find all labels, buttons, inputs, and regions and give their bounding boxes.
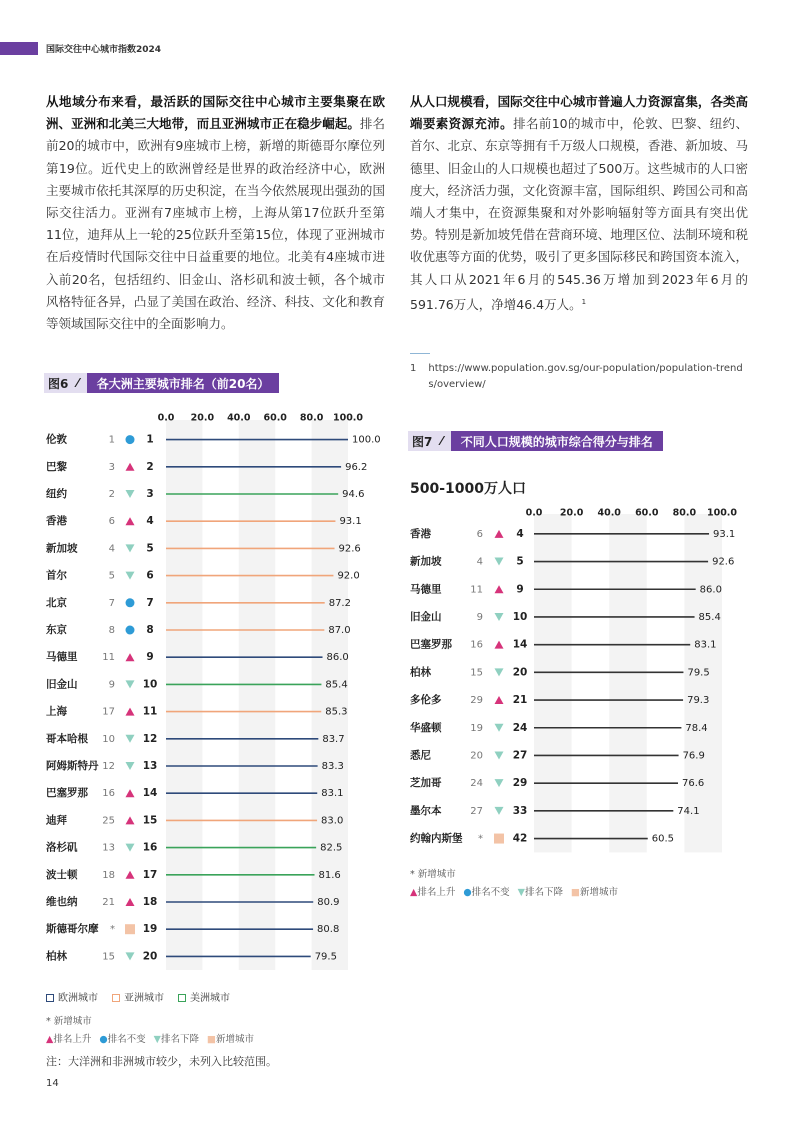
score-label: 60.5 bbox=[651, 833, 675, 845]
city-name: 纽约 bbox=[46, 488, 67, 500]
new-marker-legend: ■新增城市 bbox=[206, 1034, 254, 1045]
previous-rank: 16 bbox=[102, 788, 115, 800]
score-label: 76.6 bbox=[682, 778, 705, 790]
fig7-title: 不同人口规模的城市综合得分与排名 bbox=[451, 431, 663, 451]
x-tick-label: 100.0 bbox=[706, 507, 738, 519]
rank-up-icon bbox=[126, 871, 135, 879]
current-rank: 24 bbox=[512, 721, 528, 734]
city-name: 巴塞罗那 bbox=[46, 787, 88, 800]
city-name: 香港 bbox=[410, 527, 431, 540]
score-label: 100.0 bbox=[352, 434, 381, 446]
current-rank: 29 bbox=[512, 777, 528, 790]
city-name: 华盛顿 bbox=[410, 721, 442, 734]
grid-band bbox=[166, 420, 202, 970]
city-name: 巴塞罗那 bbox=[410, 638, 452, 651]
x-tick-label: 40.0 bbox=[597, 507, 621, 519]
score-label: 94.6 bbox=[342, 489, 365, 500]
previous-rank: 18 bbox=[102, 869, 115, 881]
footnote-ref: 1 bbox=[581, 297, 587, 306]
previous-rank: 4 bbox=[476, 556, 483, 568]
city-name: 迪拜 bbox=[46, 814, 67, 827]
rank-down-icon bbox=[495, 668, 504, 676]
previous-rank: 17 bbox=[102, 706, 115, 718]
current-rank: 20 bbox=[142, 950, 158, 963]
fig7-number: 图7 ⁄ bbox=[408, 431, 451, 451]
city-name: 柏林 bbox=[410, 666, 431, 679]
current-rank: 33 bbox=[512, 804, 528, 817]
x-tick-label: 80.0 bbox=[672, 507, 697, 519]
previous-rank: 13 bbox=[102, 842, 115, 854]
current-rank: 10 bbox=[512, 610, 528, 623]
new-city-icon bbox=[125, 924, 135, 934]
previous-rank: 7 bbox=[108, 597, 115, 609]
previous-rank: 15 bbox=[102, 951, 115, 963]
previous-rank: * bbox=[110, 924, 115, 936]
city-name: 芝加哥 bbox=[410, 777, 442, 790]
city-name: 马德里 bbox=[410, 583, 442, 596]
rank-down-icon bbox=[126, 544, 135, 552]
down-marker-legend: ▼排名下降 bbox=[517, 887, 563, 898]
score-label: 86.0 bbox=[699, 584, 722, 596]
fig7-new-note: * 新增城市 bbox=[410, 869, 456, 880]
previous-rank: 2 bbox=[108, 489, 115, 500]
score-label: 79.5 bbox=[314, 951, 337, 963]
score-label: 85.4 bbox=[698, 611, 721, 623]
previous-rank: 9 bbox=[476, 611, 483, 623]
grid-band bbox=[534, 514, 572, 852]
previous-rank: 6 bbox=[108, 516, 115, 528]
score-label: 93.1 bbox=[713, 528, 736, 540]
current-rank: 11 bbox=[142, 705, 158, 718]
rank-up-icon bbox=[495, 530, 504, 538]
previous-rank: * bbox=[478, 833, 483, 845]
current-rank: 5 bbox=[146, 542, 154, 555]
x-tick-label: 0.0 bbox=[525, 507, 543, 519]
current-rank: 1 bbox=[146, 433, 154, 446]
score-label: 85.3 bbox=[325, 706, 348, 718]
fig6-title: 各大洲主要城市排名（前20名） bbox=[87, 373, 280, 393]
left-paragraph-body: 排名前20的城市中，欧洲有9座城市上榜，新增的斯德哥尔摩位列第19位。近代史上的欧洲曾经是世界的政治经济中心，欧洲主要城市依托其深厚的历史积淀，在当今依然展现出强劲的国际交往活力。亚洲有7座城市上榜，上海从第17位跃升至第11位，迪拜从上一轮的25位跃升至第15位，体现了亚洲城市在后疫情时代国际交往中日益重要的地位。北美有4座城市进入前20名，包括纽约、旧金山、洛杉矶和波士顿，各个城市风格特征各异，凸显了美国在政治、经济、科技、文化和教育等领域国际交往中的全面影响力。 bbox=[46, 116, 385, 332]
city-name: 马德里 bbox=[46, 651, 78, 664]
current-rank: 6 bbox=[146, 569, 154, 582]
previous-rank: 1 bbox=[108, 434, 115, 446]
city-name: 哥本哈根 bbox=[46, 732, 88, 745]
rank-down-icon bbox=[495, 558, 504, 566]
city-name: 悉尼 bbox=[410, 749, 431, 762]
city-name: 新加坡 bbox=[410, 555, 442, 568]
current-rank: 14 bbox=[512, 638, 528, 651]
score-label: 83.7 bbox=[322, 733, 345, 745]
fig6-new-note: * 新增城市 bbox=[46, 1016, 92, 1027]
city-name: 约翰内斯堡 bbox=[410, 832, 463, 845]
footnote-link[interactable]: https://www.population.gov.sg/our-population/population-trends/overview/ bbox=[428, 363, 743, 390]
city-name: 洛杉矶 bbox=[46, 841, 78, 854]
score-label: 83.1 bbox=[321, 788, 344, 800]
new-city-icon bbox=[494, 834, 504, 844]
score-label: 83.3 bbox=[321, 761, 344, 772]
score-label: 83.1 bbox=[694, 639, 717, 651]
previous-rank: 11 bbox=[470, 584, 483, 596]
current-rank: 27 bbox=[512, 749, 528, 762]
left-paragraph-lead: 从地域分布来看，最活跃的国际交往中心城市主要集聚在欧洲、亚洲和北美三大地带，而且亚洲城市正在稳步崛起。 bbox=[46, 94, 385, 132]
score-label: 86.0 bbox=[326, 652, 349, 664]
current-rank: 12 bbox=[142, 732, 158, 745]
score-label: 83.0 bbox=[321, 815, 344, 827]
score-label: 81.6 bbox=[318, 869, 341, 881]
x-tick-label: 80.0 bbox=[299, 412, 324, 424]
current-rank: 5 bbox=[516, 555, 524, 568]
rank-down-icon bbox=[495, 613, 504, 621]
grid-band bbox=[239, 420, 275, 970]
rank-up-icon bbox=[126, 517, 135, 525]
city-name: 北京 bbox=[46, 596, 67, 609]
previous-rank: 19 bbox=[470, 722, 483, 734]
current-rank: 8 bbox=[146, 624, 154, 636]
previous-rank: 25 bbox=[102, 815, 115, 827]
score-label: 79.5 bbox=[687, 667, 710, 679]
rank-up-icon bbox=[126, 789, 135, 797]
fig7-subtitle: 500-1000万人口 bbox=[410, 481, 526, 497]
rank-down-icon bbox=[126, 762, 135, 770]
rank-down-icon bbox=[126, 490, 135, 498]
rank-up-icon bbox=[495, 696, 504, 704]
fig7-header bbox=[408, 431, 663, 451]
score-label: 80.8 bbox=[317, 924, 340, 936]
previous-rank: 10 bbox=[102, 733, 115, 745]
same-marker-legend: ●排名不变 bbox=[463, 887, 510, 898]
legend-asia: 亚洲城市 bbox=[112, 989, 164, 1004]
rank-up-icon bbox=[495, 585, 504, 593]
fig7-chart bbox=[404, 503, 754, 853]
up-marker-legend: ▲排名上升 bbox=[410, 887, 456, 898]
score-label: 92.6 bbox=[338, 543, 361, 555]
city-name: 新加坡 bbox=[46, 542, 78, 555]
current-rank: 42 bbox=[512, 832, 528, 845]
score-label: 92.6 bbox=[712, 556, 735, 568]
x-tick-label: 100.0 bbox=[332, 412, 364, 424]
right-paragraph bbox=[410, 91, 748, 316]
rank-same-icon bbox=[126, 626, 135, 635]
page-number: 14 bbox=[46, 1078, 59, 1089]
fig6-note: 注：大洋洲和非洲城市较少，未列入比较范围。 bbox=[46, 1055, 277, 1068]
legend-europe: 欧洲城市 bbox=[46, 989, 98, 1004]
city-name: 柏林 bbox=[46, 950, 67, 963]
rank-up-icon bbox=[126, 816, 135, 824]
current-rank: 9 bbox=[516, 583, 524, 596]
rank-up-icon bbox=[126, 708, 135, 716]
city-name: 斯德哥尔摩 bbox=[46, 923, 99, 936]
rank-up-icon bbox=[495, 641, 504, 649]
score-label: 85.4 bbox=[325, 679, 348, 691]
score-label: 93.1 bbox=[339, 516, 362, 528]
score-label: 79.3 bbox=[687, 695, 710, 707]
score-label: 76.9 bbox=[682, 750, 705, 762]
previous-rank: 6 bbox=[476, 528, 483, 540]
legend-america: 美洲城市 bbox=[178, 989, 230, 1004]
up-marker-legend: ▲排名上升 bbox=[46, 1034, 92, 1045]
fig6-marker-legend bbox=[46, 1031, 254, 1045]
score-label: 74.1 bbox=[677, 805, 700, 817]
previous-rank: 15 bbox=[470, 667, 483, 679]
city-name: 旧金山 bbox=[410, 610, 442, 623]
city-name: 维也纳 bbox=[46, 896, 78, 908]
header-accent-bar bbox=[0, 42, 38, 55]
current-rank: 4 bbox=[516, 527, 524, 540]
header-title: 国际交往中心城市指数2024 bbox=[46, 45, 162, 55]
current-rank: 19 bbox=[142, 923, 158, 936]
rank-down-icon bbox=[495, 751, 504, 759]
score-label: 87.2 bbox=[328, 597, 351, 609]
current-rank: 4 bbox=[146, 515, 154, 528]
new-marker-legend: ■新增城市 bbox=[570, 887, 618, 898]
city-name: 多伦多 bbox=[410, 694, 442, 707]
previous-rank: 8 bbox=[108, 625, 115, 636]
fig6-number: 图6 ⁄ bbox=[44, 373, 87, 393]
x-tick-label: 20.0 bbox=[559, 507, 584, 519]
rank-down-icon bbox=[495, 779, 504, 787]
footnote-divider bbox=[410, 353, 430, 354]
previous-rank: 24 bbox=[470, 778, 483, 790]
rank-down-icon bbox=[126, 680, 135, 688]
previous-rank: 3 bbox=[108, 461, 115, 473]
previous-rank: 16 bbox=[470, 639, 483, 651]
current-rank: 18 bbox=[142, 896, 158, 908]
fig6-chart bbox=[40, 404, 381, 964]
current-rank: 13 bbox=[142, 760, 158, 772]
current-rank: 2 bbox=[146, 460, 154, 473]
current-rank: 10 bbox=[142, 678, 158, 691]
fig6-header bbox=[44, 373, 279, 393]
rank-up-icon bbox=[126, 653, 135, 661]
right-paragraph-lead: 从人口规模看，国际交往中心城市普遍人力资源富集，各类高端要素资源充沛。 bbox=[410, 94, 748, 132]
rank-up-icon bbox=[126, 898, 135, 906]
city-name: 香港 bbox=[46, 515, 67, 528]
footnote-marker: 1 bbox=[410, 363, 417, 374]
city-name: 东京 bbox=[46, 624, 67, 636]
city-name: 旧金山 bbox=[46, 678, 78, 691]
rank-up-icon bbox=[126, 463, 135, 471]
score-label: 96.2 bbox=[345, 461, 368, 473]
previous-rank: 5 bbox=[108, 570, 115, 582]
current-rank: 20 bbox=[512, 666, 528, 679]
city-name: 巴黎 bbox=[46, 460, 67, 473]
x-tick-label: 40.0 bbox=[227, 412, 251, 424]
rank-down-icon bbox=[495, 807, 504, 815]
score-label: 87.0 bbox=[328, 625, 351, 636]
footnote bbox=[410, 361, 748, 393]
previous-rank: 9 bbox=[108, 679, 115, 691]
rank-down-icon bbox=[126, 735, 135, 743]
current-rank: 17 bbox=[142, 868, 158, 881]
same-marker-legend: ●排名不变 bbox=[99, 1034, 146, 1045]
previous-rank: 20 bbox=[470, 750, 483, 762]
x-tick-label: 20.0 bbox=[190, 412, 215, 424]
rank-down-icon bbox=[126, 952, 135, 960]
rank-down-icon bbox=[126, 572, 135, 580]
rank-down-icon bbox=[126, 844, 135, 852]
current-rank: 7 bbox=[146, 596, 154, 609]
right-paragraph-body: 排名前10的城市中，伦敦、巴黎、纽约、首尔、北京、东京等拥有千万级人口规模，香港、新加坡、马德里、旧金山的人口规模也超过了500万。这些城市的人口密度大，经济活力强，文化资源丰富，国际组织、跨国公司和高端人才集中，在资源集聚和对外影响辐射等方面具有突出优势。特别是新加坡凭借在营商环境、地理区位、法制环境和税收优惠等方面的优势，吸引了更多国际移民和跨国资本流入，其人口从2021年6月的545.36万增加到2023年6月的591.76万人，净增46.4万人。 bbox=[410, 116, 748, 312]
previous-rank: 11 bbox=[102, 652, 115, 664]
score-label: 82.5 bbox=[320, 842, 343, 854]
current-rank: 16 bbox=[142, 841, 158, 854]
previous-rank: 27 bbox=[470, 805, 483, 817]
left-paragraph bbox=[46, 91, 385, 335]
rank-down-icon bbox=[495, 724, 504, 732]
current-rank: 21 bbox=[512, 694, 528, 707]
city-name: 墨尔本 bbox=[410, 804, 442, 817]
fig7-marker-legend bbox=[410, 884, 618, 898]
x-tick-label: 60.0 bbox=[635, 507, 659, 519]
city-name: 波士顿 bbox=[46, 868, 78, 881]
rank-same-icon bbox=[126, 598, 135, 607]
grid-band bbox=[609, 514, 647, 852]
previous-rank: 29 bbox=[470, 695, 483, 707]
previous-rank: 21 bbox=[102, 897, 115, 908]
score-label: 92.0 bbox=[337, 570, 360, 582]
city-name: 伦敦 bbox=[46, 433, 67, 446]
fig6-region-legend bbox=[46, 989, 230, 1004]
city-name: 阿姆斯特丹 bbox=[46, 760, 99, 772]
rank-same-icon bbox=[126, 435, 135, 444]
score-label: 78.4 bbox=[685, 722, 708, 734]
previous-rank: 12 bbox=[102, 761, 115, 772]
down-marker-legend: ▼排名下降 bbox=[153, 1034, 199, 1045]
current-rank: 3 bbox=[146, 488, 154, 500]
city-name: 首尔 bbox=[46, 569, 67, 582]
current-rank: 15 bbox=[142, 814, 158, 827]
previous-rank: 4 bbox=[108, 543, 115, 555]
x-tick-label: 60.0 bbox=[263, 412, 287, 424]
city-name: 上海 bbox=[46, 705, 67, 718]
x-tick-label: 0.0 bbox=[157, 412, 175, 424]
score-label: 80.9 bbox=[317, 897, 340, 908]
current-rank: 9 bbox=[146, 651, 154, 664]
current-rank: 14 bbox=[142, 787, 158, 800]
